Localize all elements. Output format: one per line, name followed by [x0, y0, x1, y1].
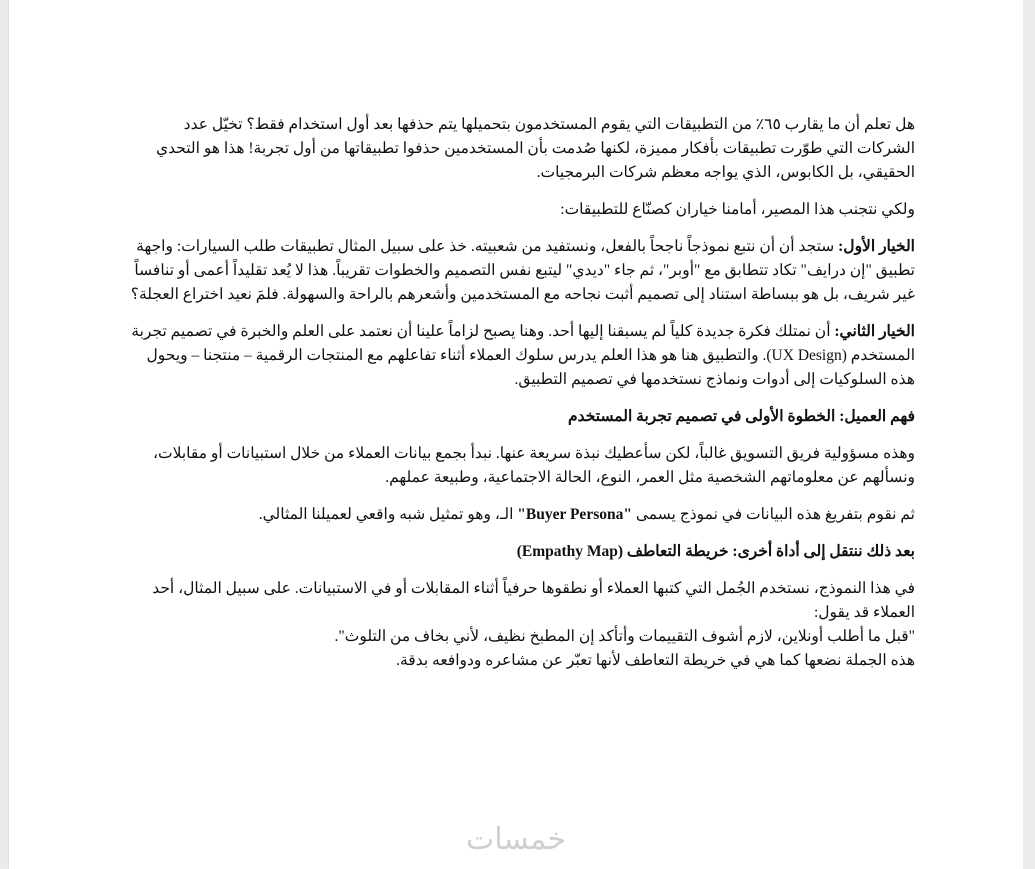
khamsat-watermark: خمسات	[465, 822, 567, 857]
choices-intro-paragraph: ولكي نتجنب هذا المصير، أمامنا خياران كصنّاع للتطبيقات:	[560, 201, 915, 218]
buyer-persona-text-b: الـ، وهو تمثيل شبه واقعي لعميلنا المثالي.	[258, 506, 518, 523]
intro-paragraph: هل تعلم أن ما يقارب ٦٥٪ من التطبيقات التي يقوم المستخدمون بتحميلها يتم حذفها بعد أول استخدام فقط؟ تخيّل عدد الشركات التي طوّرت تطبيقات بأفكار مميزة، لكنها صُدمت بأن المستخدمين حذفوا تطبيقاتها من أول تجربة! هذا هو التحدي الحقيقي، بل الكابوس، الذي يواجه معظم شركات البرمجيات.	[155, 116, 915, 181]
document-body	[129, 113, 915, 686]
option-two-text-a: أن نمتلك فكرة جديدة كلياً لم يسبقنا إليها أحد. وهنا يصبح لزاماً علينا أن نعتمد على العلم والخبرة في تصميم تجربة المستخدم	[131, 323, 915, 364]
buyer-persona-term: "Buyer Persona"	[517, 506, 632, 523]
understanding-client-heading: فهم العميل: الخطوة الأولى في تصميم تجربة المستخدم	[568, 408, 915, 425]
empathy-map-heading-text: بعد ذلك ننتقل إلى أداة أخرى: خريطة التعاطف	[623, 543, 915, 560]
option-one-label: الخيار الأول:	[838, 238, 915, 255]
empathy-map-paragraph: في هذا النموذج، نستخدم الجُمل التي كتبها العملاء أو نطقوها حرفياً أثناء المقابلات أو في الاستبيانات. على سبيل المثال، أحد العملاء قد يقول:	[152, 580, 915, 621]
closing-paragraph: هذه الجملة نضعها كما هي في خريطة التعاطف لأنها تعبّر عن مشاعره ودوافعه بدقة.	[396, 652, 915, 669]
empathy-map-term: (Empathy Map)	[516, 543, 624, 560]
option-two-text-b: . والتطبيق هنا هو هذا العلم يدرس سلوك العملاء أثناء تفاعلهم مع المنتجات الرقمية – منتجنا – ويحول هذه السلوكيات إلى أدوات ونماذج نستخدمها في تصميم التطبيق.	[146, 347, 915, 388]
buyer-persona-paragraph	[129, 503, 915, 527]
empathy-map-heading	[129, 540, 915, 564]
customer-quote: "قبل ما أطلب أونلاين، لازم أشوف التقييمات وأتأكد إن المطبخ نظيف، لأني بخاف من التلوث".	[334, 628, 915, 645]
option-two-label: الخيار الثاني:	[834, 323, 915, 340]
option-one-paragraph	[129, 235, 915, 307]
data-collection-paragraph: وهذه مسؤولية فريق التسويق غالباً، لكن سأعطيك نبذة سريعة عنها. نبدأ بجمع بيانات العملاء من خلال استبيانات أو مقابلات، ونسألهم عن معلوماتهم الشخصية مثل العمر، النوع، الحالة الاجتماعية، وطبيعة عملهم.	[153, 445, 915, 486]
document-page	[9, 0, 1023, 869]
window-edge	[1023, 0, 1035, 869]
option-one-text: ستجد أن أن نتبع نموذجاً ناجحاً بالفعل، ونستفيد من شعبيته. خذ على سبيل المثال تطبيقات طلب السيارات: واجهة تطبيق "إن درايف" تكاد تتطابق مع "أوبر"، ثم جاء "ديدي" ليتبع نفس التصميم والخطوات تقريباً. هذا لا يُعد تقليداً أعمى أو تنافساً غير شريف، بل هو ببساطة استناد إلى تصميم أثبت نجاحه مع المستخدمين وأشعرهم بالراحة والسهولة. فلمَ نعيد اختراع العجلة؟	[130, 238, 915, 303]
ux-design-term: (UX Design)	[766, 347, 847, 364]
buyer-persona-text-a: ثم نقوم بتفريغ هذه البيانات في نموذج يسمى	[631, 506, 915, 523]
option-two-paragraph	[129, 320, 915, 392]
